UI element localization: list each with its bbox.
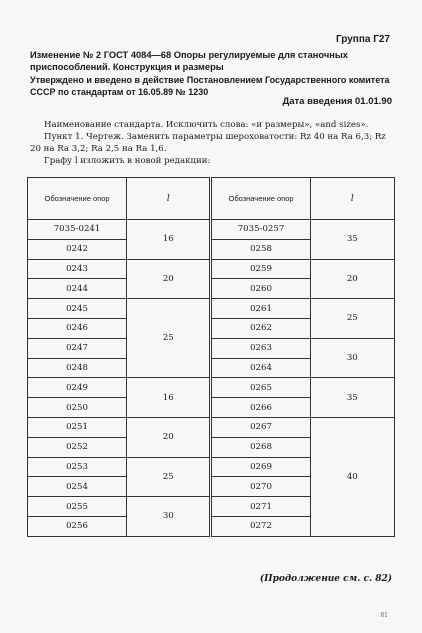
designation-cell: 0261 xyxy=(211,299,310,319)
table-row xyxy=(28,378,395,398)
header-l-right: l xyxy=(310,178,394,220)
designation-cell: 0268 xyxy=(211,437,310,457)
table-row xyxy=(28,259,395,279)
designation-cell: 0265 xyxy=(211,378,310,398)
designation-cell: 0272 xyxy=(211,516,310,536)
header-designation-right: Обозначение опор xyxy=(211,178,310,220)
designation-cell: 0243 xyxy=(28,259,127,279)
l-value-cell: 25 xyxy=(127,457,211,497)
header-designation-left: Обозначение опор xyxy=(28,178,127,220)
l-value-cell: 35 xyxy=(310,220,394,260)
l-value-cell: 30 xyxy=(127,497,211,537)
designation-cell: 0252 xyxy=(28,437,127,457)
continuation-note: (Продолжение см. с. 82) xyxy=(259,574,392,584)
designation-cell: 0264 xyxy=(211,358,310,378)
designation-cell: 0247 xyxy=(28,338,127,358)
designation-cell: 0248 xyxy=(28,358,127,378)
designation-cell: 0270 xyxy=(211,477,310,497)
designation-cell: 0246 xyxy=(28,318,127,338)
table-row xyxy=(28,338,395,358)
designation-cell: 0269 xyxy=(211,457,310,477)
change-title: Изменение № 2 ГОСТ 4084—68 Опоры регулируемые для станочных приспособлений. Конструкция и размеры xyxy=(30,50,348,72)
designation-cell: 0242 xyxy=(28,239,127,259)
paragraph-name-change: Наименование стандарта. Исключить слова: «и размеры», «and sizes». xyxy=(44,120,369,130)
designation-cell: 0262 xyxy=(211,318,310,338)
l-value-cell: 20 xyxy=(310,259,394,299)
designation-cell: 0245 xyxy=(28,299,127,319)
table-row xyxy=(28,220,395,240)
header-l-left: l xyxy=(127,178,211,220)
designation-cell: 0256 xyxy=(28,516,127,536)
group-code: Группа Г27 xyxy=(335,34,390,45)
designation-cell: 0263 xyxy=(211,338,310,358)
table-row xyxy=(28,299,395,319)
table-header-row xyxy=(28,178,395,220)
designation-cell: 7035-0257 xyxy=(211,220,310,240)
supports-table xyxy=(27,177,395,537)
effective-date: Дата введения 01.01.90 xyxy=(282,96,392,107)
designation-cell: 0251 xyxy=(28,417,127,437)
paragraph-roughness: Пункт 1. Чертеж. Заменить параметры шероховатости: Rz 40 на Ra 6,3; Rz 20 на Ra 3,2; Ra 2,5 на Ra 1,6. xyxy=(30,132,386,154)
designation-cell: 0271 xyxy=(211,497,310,517)
l-value-cell: 25 xyxy=(127,299,211,378)
designation-cell: 0255 xyxy=(28,497,127,517)
table-body xyxy=(28,220,395,537)
designation-cell: 0266 xyxy=(211,398,310,418)
designation-cell: 0258 xyxy=(211,239,310,259)
table-row xyxy=(28,417,395,437)
l-value-cell: 35 xyxy=(310,378,394,418)
designation-cell: 0267 xyxy=(211,417,310,437)
l-value-cell: 25 xyxy=(310,299,394,339)
l-value-cell: 40 xyxy=(310,417,394,536)
designation-cell: 0260 xyxy=(211,279,310,299)
l-value-cell: 30 xyxy=(310,338,394,378)
designation-cell: 7035-0241 xyxy=(28,220,127,240)
designation-cell: 0254 xyxy=(28,477,127,497)
approval-note: Утверждено и введено в действие Постановлением Государственного комитета СССР по стандартам от 16.05.89 № 1230 xyxy=(30,75,390,97)
paragraph-column-l: Графу l изложить в новой редакции: xyxy=(44,156,211,166)
designation-cell: 0244 xyxy=(28,279,127,299)
designation-cell: 0253 xyxy=(28,457,127,477)
l-value-cell: 20 xyxy=(127,417,211,457)
designation-cell: 0259 xyxy=(211,259,310,279)
designation-cell: 0249 xyxy=(28,378,127,398)
l-value-cell: 16 xyxy=(127,220,211,260)
designation-cell: 0250 xyxy=(28,398,127,418)
l-value-cell: 20 xyxy=(127,259,211,299)
page-number: 81 xyxy=(380,612,388,619)
l-value-cell: 16 xyxy=(127,378,211,418)
